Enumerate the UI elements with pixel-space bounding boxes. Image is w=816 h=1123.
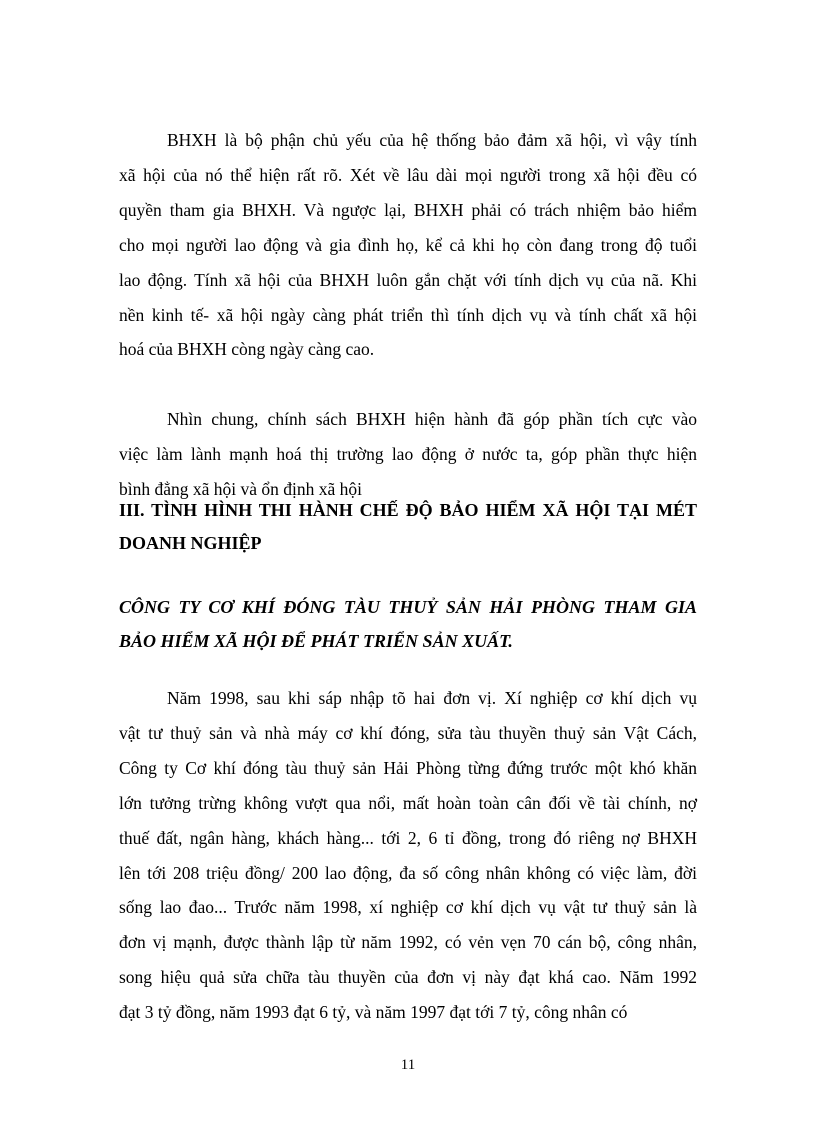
paragraph-line: đơn vị mạnh, được thành lập từ năm 1992, có vẻn vẹn 70 cán bộ, công nhân, (119, 932, 697, 953)
company-subheading (119, 590, 697, 658)
paragraph-line: lao động. Tính xã hội của BHXH luôn gắn chặt với tính dịch vụ của nã. Khi (119, 269, 697, 290)
paragraph-line: bình đẳng xã hội và ổn định xã hội (119, 478, 363, 499)
paragraph-line: Công ty Cơ khí đóng tàu thuỷ sản Hải Phòng từng đứng trước một khó khăn (119, 757, 697, 778)
paragraph-policy-overview (119, 402, 697, 507)
paragraph-company-history (119, 681, 697, 1030)
paragraph-line: việc làm lành mạnh hoá thị trường lao động ở nước ta, góp phần thực hiện (119, 443, 697, 464)
paragraph-line: cho mọi người lao động và gia đình họ, kể cả khi họ còn đang trong độ tuổi (119, 234, 697, 255)
section-heading (119, 494, 697, 560)
section-heading-line: DOANH NGHIỆP (119, 533, 262, 553)
paragraph-line: BHXH là bộ phận chủ yếu của hệ thống bảo đảm xã hội, vì vậy tính (167, 130, 697, 150)
paragraph-line: sống lao đao... Trước năm 1998, xí nghiệp cơ khí dịch vụ vật tư thuỷ sản là (119, 897, 697, 918)
paragraph-line: lớn tưởng trừng không vượt qua nổi, mất hoàn toàn cân đối về tài chính, nợ (119, 792, 697, 813)
paragraph-line: thuế đất, ngân hàng, khách hàng... tới 2, 6 tỉ đồng, trong đó riêng nợ BHXH (119, 827, 697, 848)
paragraph-line: đạt 3 tỷ đồng, năm 1993 đạt 6 tỷ, và năm 1997 đạt tới 7 tỷ, công nhân có (119, 1002, 628, 1023)
subheading-line: BẢO HIỂM XÃ HỘI ĐỂ PHÁT TRIỂN SẢN XUẤT. (119, 631, 513, 651)
paragraph-line: lên tới 208 triệu đồng/ 200 lao động, đa số công nhân không có việc làm, đời (119, 862, 697, 883)
page-number: 11 (400, 1057, 416, 1073)
paragraph-line: Nhìn chung, chính sách BHXH hiện hành đã góp phần tích cực vào (167, 409, 697, 429)
paragraph-line: hoá của BHXH còng ngày càng cao. (119, 339, 375, 360)
paragraph-line: Năm 1998, sau khi sáp nhập tõ hai đơn vị. Xí nghiệp cơ khí dịch vụ (167, 688, 697, 708)
paragraph-line: quyền tham gia BHXH. Và ngược lại, BHXH phải có trách nhiệm bảo hiểm (119, 199, 697, 220)
paragraph-line: song hiệu quả sửa chữa tàu thuyền của đơn vị này đạt khá cao. Năm 1992 (119, 967, 697, 988)
paragraph-social-insurance-nature (119, 123, 697, 367)
subheading-line: CÔNG TY CƠ KHÍ ĐÓNG TÀU THUỶ SẢN HẢI PHÒNG THAM GIA (119, 597, 697, 617)
paragraph-line: nền kinh tế- xã hội ngày càng phát triển thì tính dịch vụ và tính chất xã hội (119, 304, 697, 325)
section-heading-line: III. TÌNH HÌNH THI HÀNH CHẾ ĐỘ BẢO HIỂM XÃ HỘI TẠI MÉT (119, 500, 697, 520)
paragraph-line: vật tư thuỷ sản và nhà máy cơ khí đóng, sửa tàu thuyền thuỷ sản Vật Cách, (119, 722, 697, 743)
paragraph-line: xã hội của nó thể hiện rất rõ. Xét về lâu dài mọi người trong xã hội đều có (119, 164, 697, 185)
